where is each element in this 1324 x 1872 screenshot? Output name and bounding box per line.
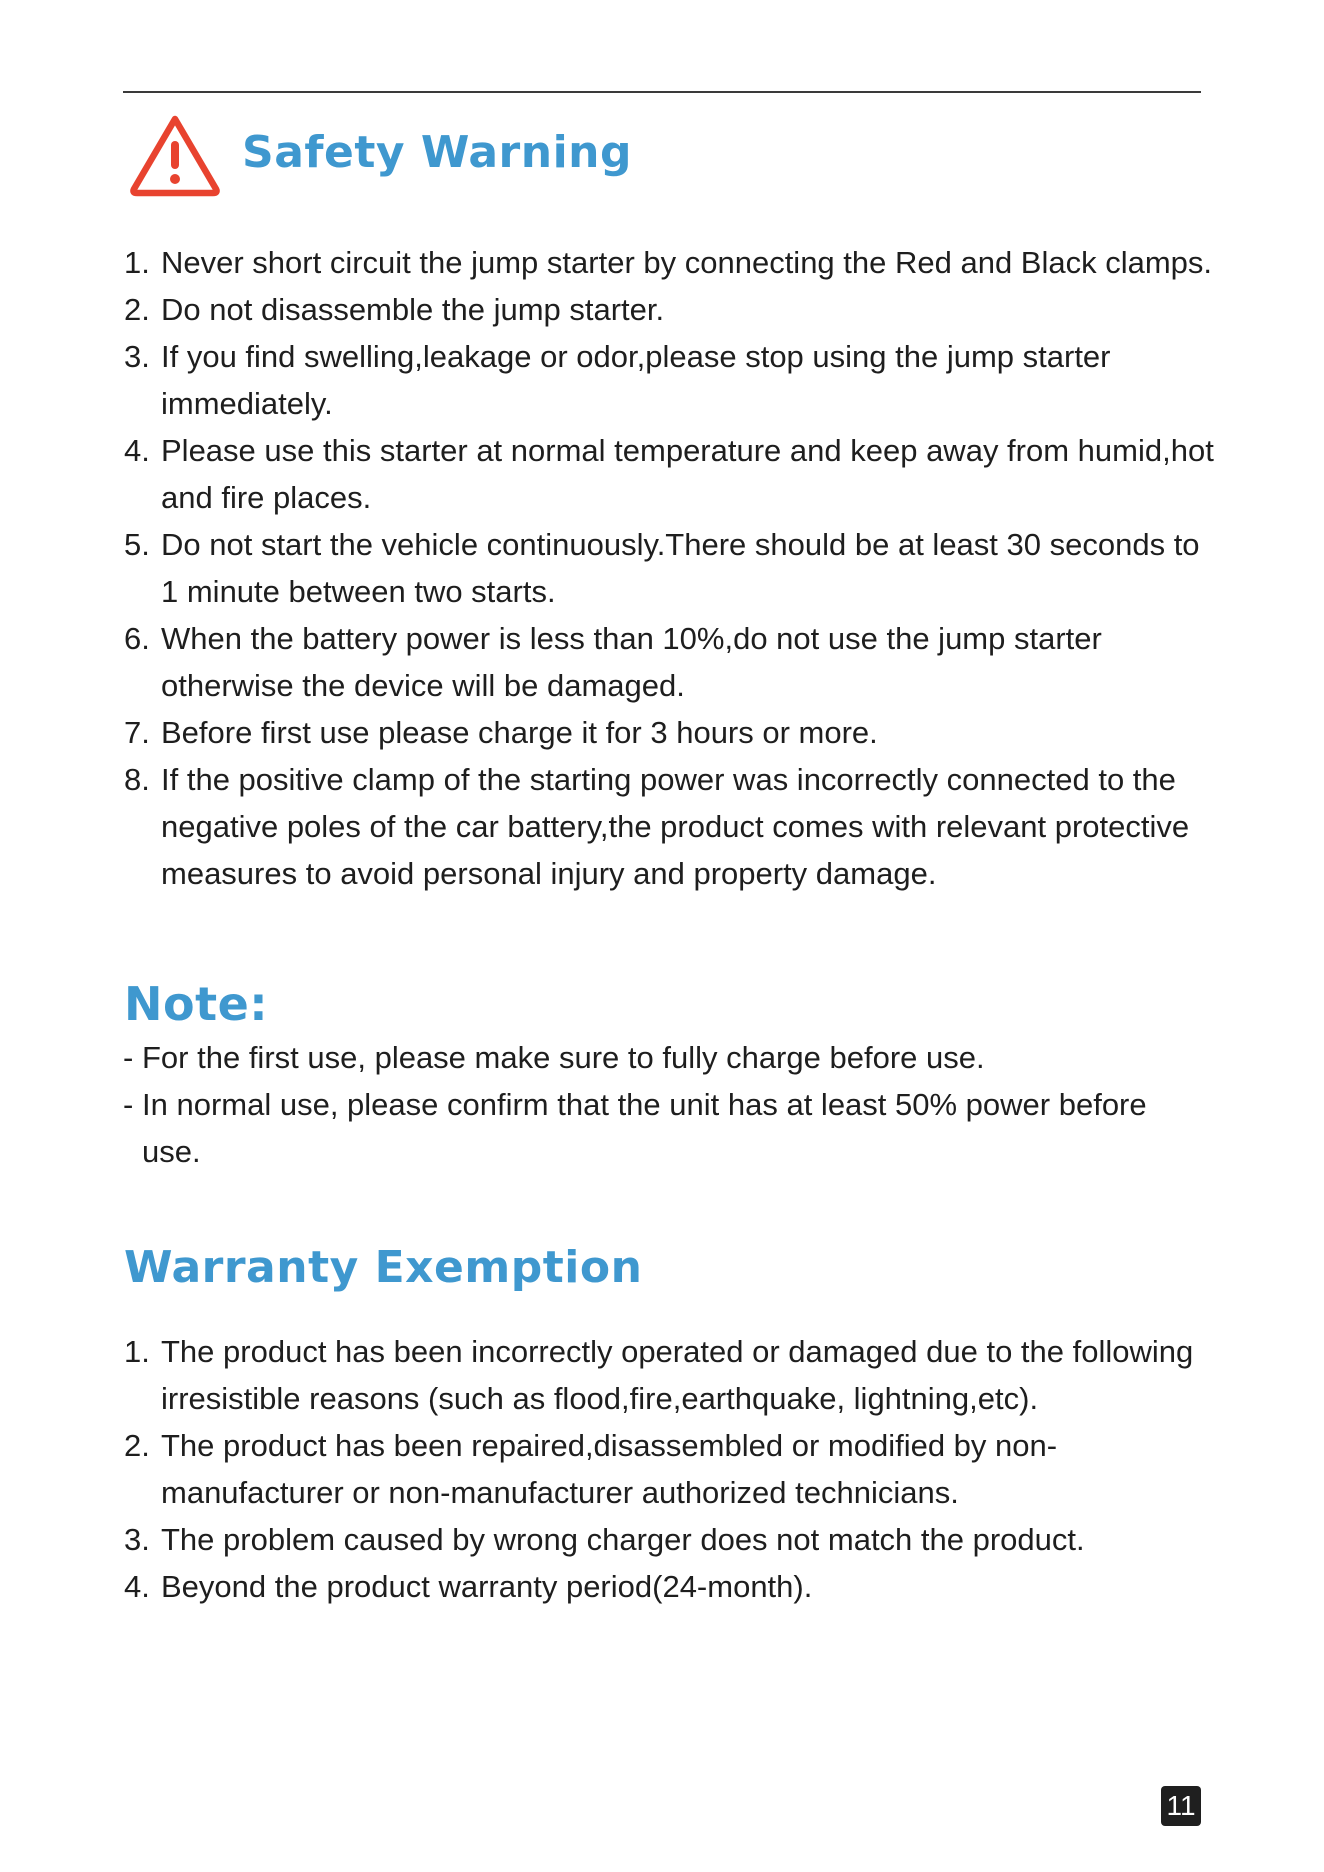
list-item	[124, 1328, 1214, 1422]
warranty-list	[124, 1328, 1214, 1610]
list-item	[124, 1516, 1214, 1563]
item-number: 4.	[124, 433, 150, 468]
item-text: Do not start the vehicle continuously.There should be at least 30 seconds to 1 minute between two starts.	[161, 527, 1200, 609]
warranty-title: Warranty Exemption	[124, 1242, 643, 1293]
list-item	[124, 333, 1214, 427]
safety-header	[128, 112, 632, 198]
item-number: 3.	[124, 1522, 150, 1557]
warning-triangle-icon	[128, 113, 222, 197]
list-item	[123, 1034, 1213, 1081]
top-divider	[123, 91, 1201, 93]
item-text: Before first use please charge it for 3 hours or more.	[161, 715, 878, 750]
item-number: 2.	[124, 1428, 150, 1463]
item-number: 4.	[124, 1569, 150, 1604]
item-text: Please use this starter at normal temperature and keep away from humid,hot and fire places.	[161, 433, 1214, 515]
page-number: 11	[1161, 1786, 1201, 1826]
note-title: Note:	[124, 977, 269, 1031]
note-list	[123, 1034, 1213, 1175]
list-item	[124, 1422, 1214, 1516]
list-item	[124, 1563, 1214, 1610]
item-number: 6.	[124, 621, 150, 656]
item-number: 7.	[124, 715, 150, 750]
item-text: When the battery power is less than 10%,do not use the jump starter otherwise the device will be damaged.	[161, 621, 1102, 703]
item-text: Do not disassemble the jump starter.	[161, 292, 665, 327]
list-item	[124, 709, 1214, 756]
item-number: 8.	[124, 762, 150, 797]
list-item	[124, 286, 1214, 333]
item-text: If you find swelling,leakage or odor,please stop using the jump starter immediately.	[161, 339, 1111, 421]
list-item	[124, 615, 1214, 709]
item-number: 5.	[124, 527, 150, 562]
item-text: Never short circuit the jump starter by connecting the Red and Black clamps.	[161, 245, 1213, 280]
item-text: For the first use, please make sure to fully charge before use.	[142, 1040, 985, 1075]
list-item	[124, 521, 1214, 615]
item-number: 1.	[124, 1334, 150, 1369]
item-dash: -	[123, 1087, 134, 1122]
list-item	[124, 239, 1214, 286]
item-text: Beyond the product warranty period(24-month).	[161, 1569, 813, 1604]
safety-title: Safety Warning	[242, 126, 632, 178]
item-text: If the positive clamp of the starting power was incorrectly connected to the negative poles of the car battery,the product comes with relevant protective measures to avoid personal injury and property damage.	[161, 762, 1190, 891]
safety-list	[124, 239, 1214, 897]
item-text: In normal use, please confirm that the unit has at least 50% power before use.	[142, 1087, 1147, 1169]
item-text: The product has been repaired,disassembled or modified by non-manufacturer or non-manufacturer authorized technicians.	[161, 1428, 1058, 1510]
list-item	[124, 756, 1214, 897]
item-dash: -	[123, 1040, 134, 1075]
list-item	[123, 1081, 1213, 1175]
item-number: 2.	[124, 292, 150, 327]
item-number: 3.	[124, 339, 150, 374]
item-text: The product has been incorrectly operated or damaged due to the following irresistible reasons (such as flood,fire,earthquake, lightning,etc).	[161, 1334, 1194, 1416]
item-text: The problem caused by wrong charger does not match the product.	[161, 1522, 1085, 1557]
item-number: 1.	[124, 245, 150, 280]
list-item	[124, 427, 1214, 521]
